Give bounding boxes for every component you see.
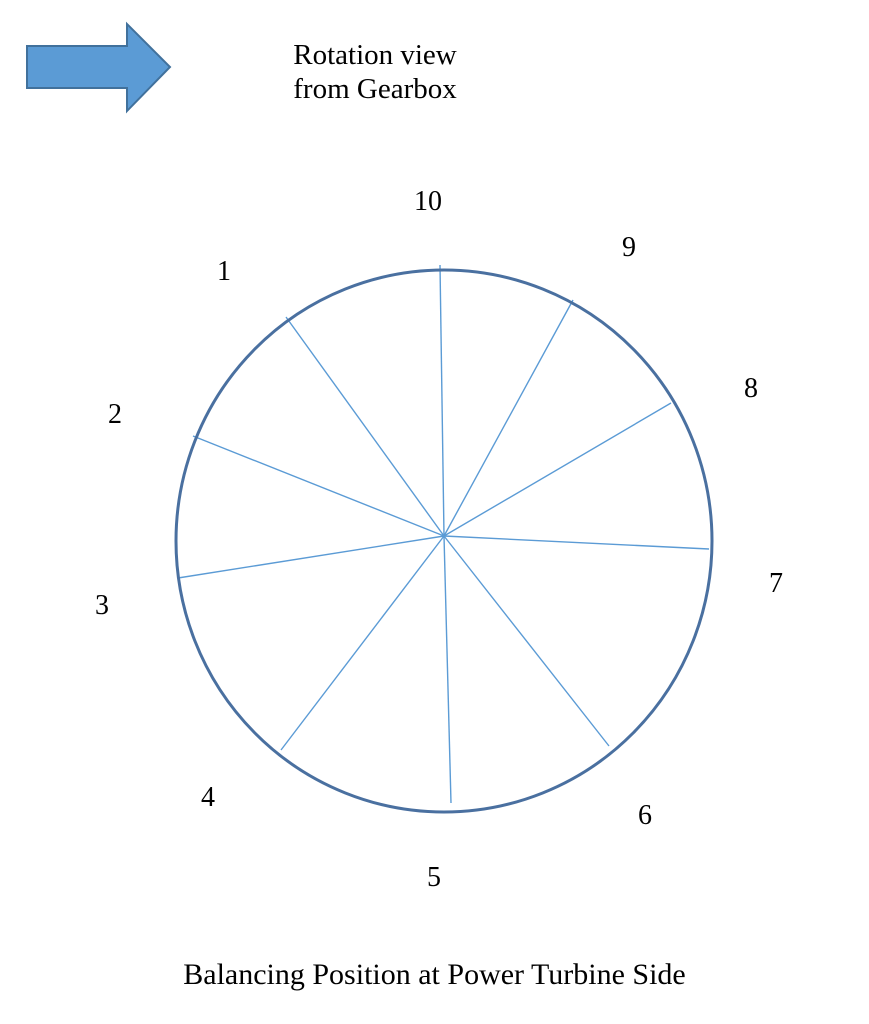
- position-label-7: 7: [769, 568, 783, 599]
- position-label-5: 5: [427, 862, 441, 893]
- position-label-10: 10: [414, 186, 442, 217]
- position-label-9: 9: [622, 232, 636, 263]
- diagram-caption: Balancing Position at Power Turbine Side: [183, 958, 686, 991]
- position-label-1: 1: [217, 256, 231, 287]
- rotation-note: [250, 38, 500, 106]
- spoke-5: [444, 536, 451, 803]
- position-label-2: 2: [108, 399, 122, 430]
- spoke-7: [444, 536, 709, 549]
- spoke-1: [286, 317, 444, 536]
- spoke-4: [281, 536, 444, 750]
- position-label-4: 4: [201, 782, 215, 813]
- spoke-3: [178, 536, 444, 578]
- spoke-6: [444, 536, 609, 746]
- spoke-9: [444, 300, 573, 536]
- position-label-6: 6: [638, 800, 652, 831]
- position-label-3: 3: [95, 590, 109, 621]
- rotation-note-line-2: from Gearbox: [293, 73, 457, 105]
- position-label-8: 8: [744, 373, 758, 404]
- spoke-2: [193, 436, 444, 536]
- spoke-10: [440, 265, 444, 536]
- right-arrow-icon: [27, 24, 170, 111]
- spoke-8: [444, 403, 671, 536]
- rotation-note-line-1: Rotation view: [293, 39, 457, 71]
